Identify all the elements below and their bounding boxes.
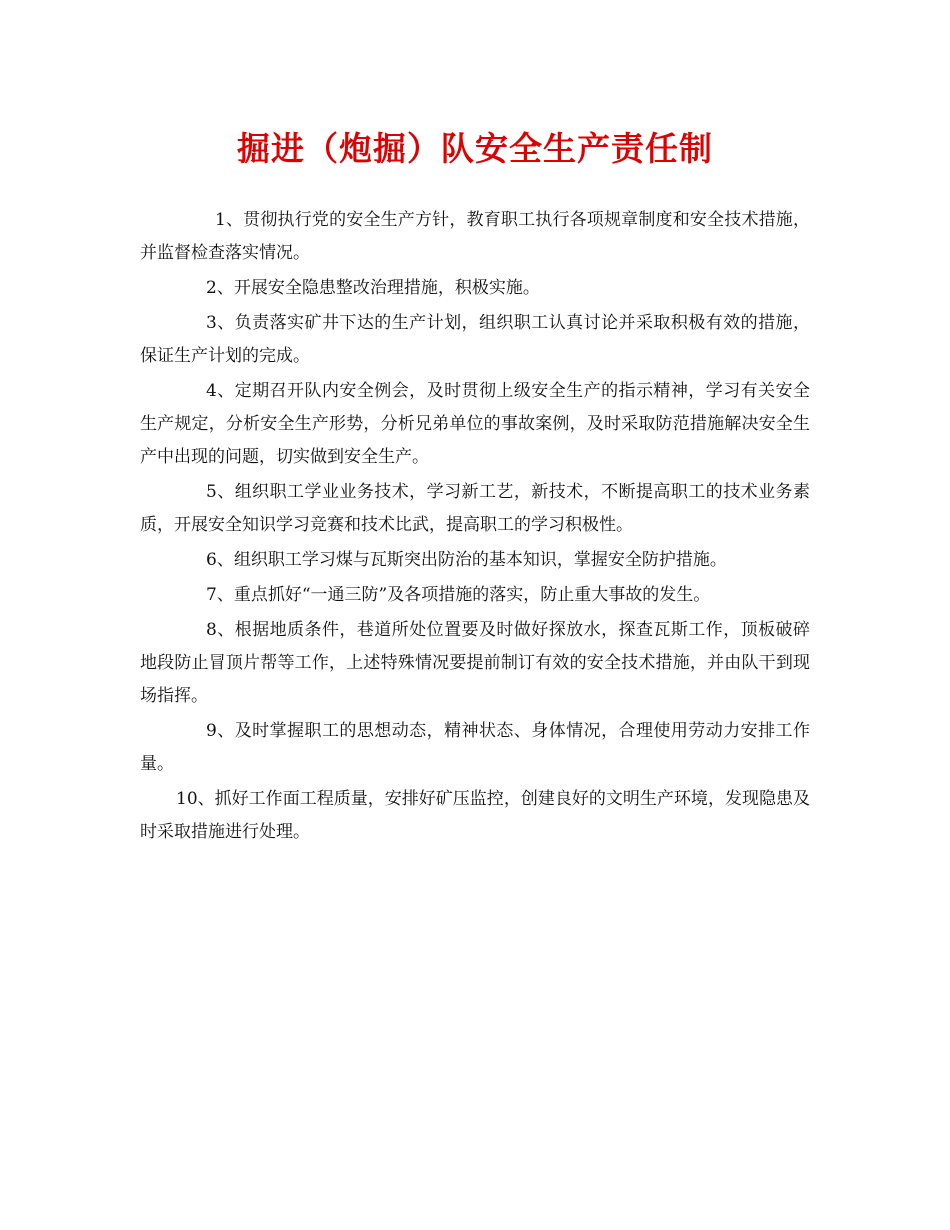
clause-7: 7、重点抓好“一通三防”及各项措施的落实，防止重大事故的发生。 [206, 585, 711, 605]
clause-1: 1、贯彻执行党的安全生产方针，教育职工执行各项规章制度和安全技术措施，并监督检查落实情况。 [140, 210, 810, 263]
clause-4: 4、定期召开队内安全例会，及时贯彻上级安全生产的指示精神，学习有关安全生产规定，分析安全生产形势，分析兄弟单位的事故案例，及时采取防范措施解决安全生产中出现的问题，切实做到安全生产。 [140, 381, 810, 467]
clause-5: 5、组织职工学业业务技术，学习新工艺，新技术，不断提高职工的技术业务素质，开展安全知识学习竞赛和技术比武，提高职工的学习积极性。 [140, 482, 810, 535]
clause-10: 10、抓好工作面工程质量，安排好矿压监控，创建良好的文明生产环境，发现隐患及时采取措施进行处理。 [140, 789, 810, 842]
clause-8: 8、根据地质条件，巷道所处位置要及时做好探放水，探查瓦斯工作，顶板破碎地段防止冒顶片帮等工作，上述特殊情况要提前制订有效的安全技术措施，并由队干到现场指挥。 [140, 620, 810, 706]
clause-2: 2、开展安全隐患整改治理措施，积极实施。 [206, 278, 540, 298]
document-title: 掘进（炮掘）队安全生产责任制 [237, 129, 713, 168]
clause-6: 6、组织职工学习煤与瓦斯突出防治的基本知识，掌握安全防护措施。 [206, 550, 727, 570]
document-body [140, 204, 810, 849]
clause-9: 9、及时掌握职工的思想动态，精神状态、身体情况，合理使用劳动力安排工作量。 [140, 721, 810, 774]
clause-3: 3、负责落实矿井下达的生产计划，组织职工认真讨论并采取积极有效的措施，保证生产计划的完成。 [140, 313, 810, 366]
